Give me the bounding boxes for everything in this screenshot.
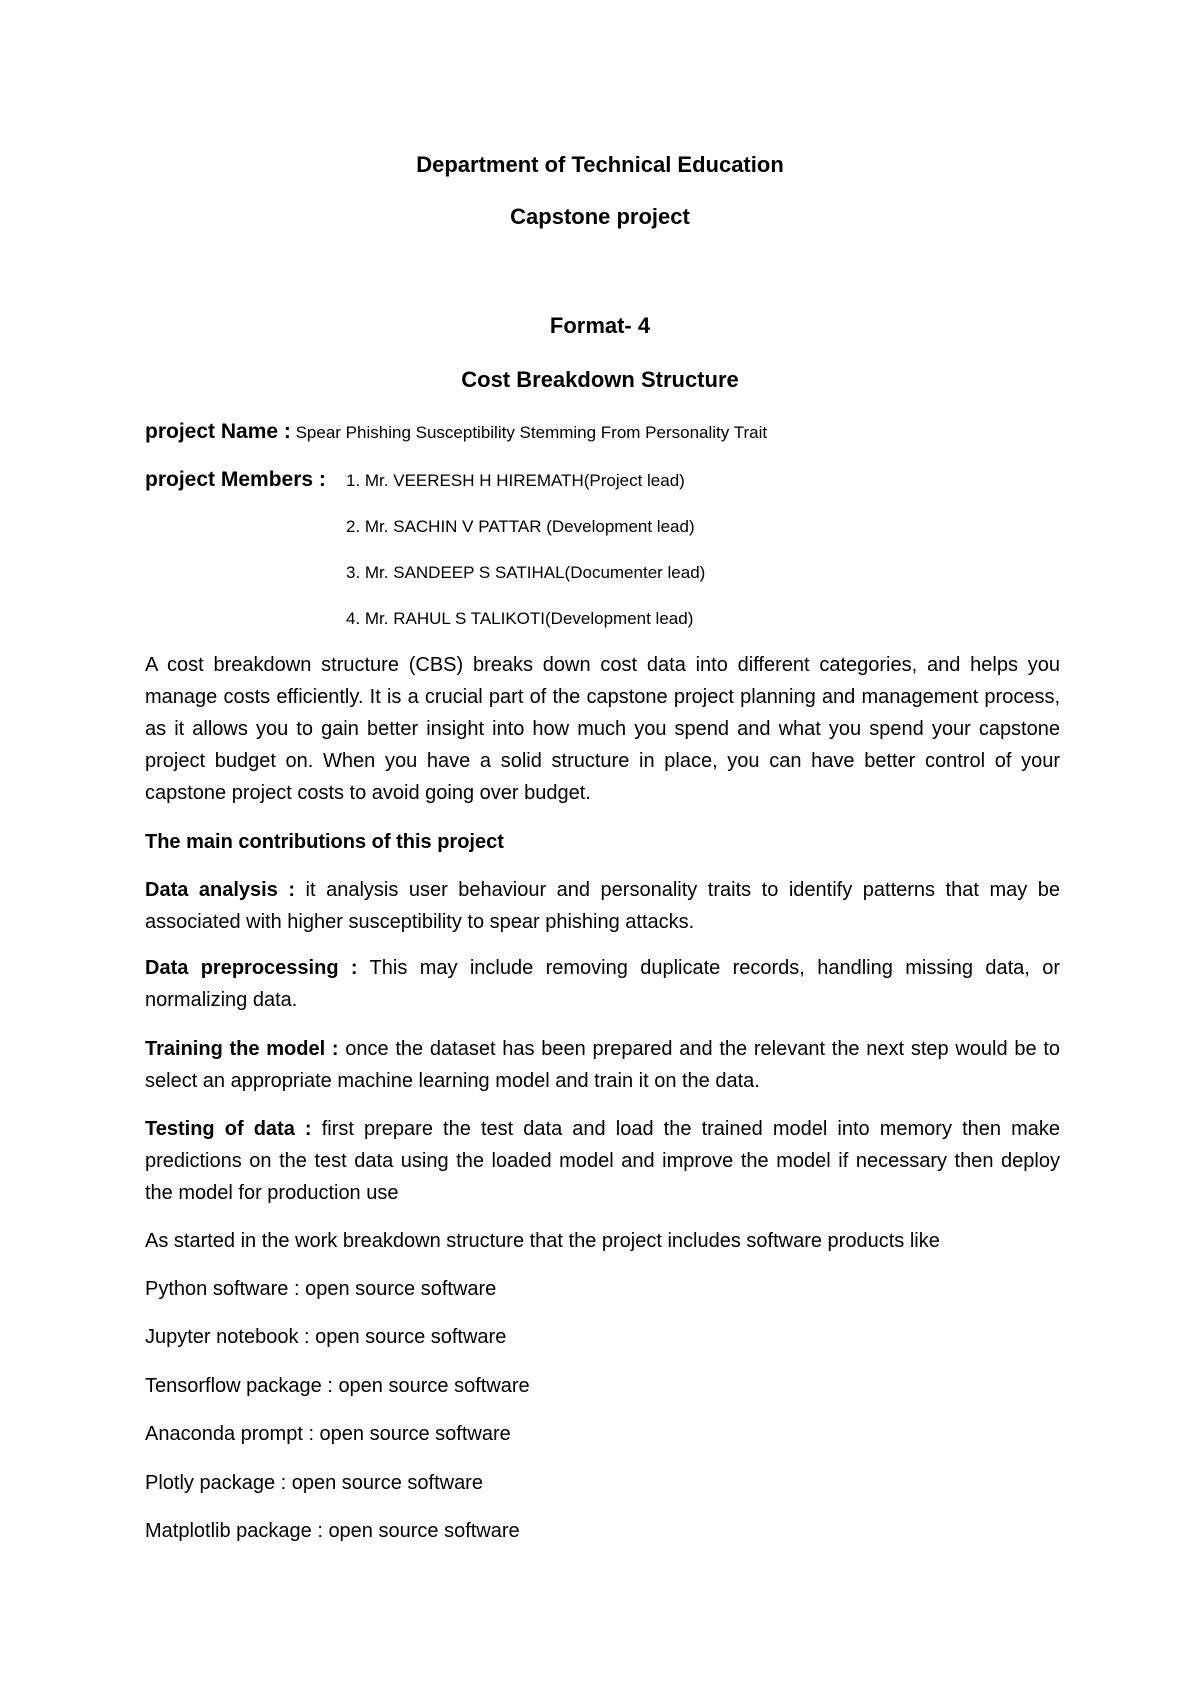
project-name-label: project Name : [145, 420, 291, 443]
member-item: 1. Mr. VEERESH H HIREMATH(Project lead) [346, 471, 685, 490]
contribution-label: Testing of data : [145, 1118, 312, 1140]
member-item: 3. Mr. SANDEEP S SATIHAL(Documenter lead) [346, 563, 706, 582]
software-item: Jupyter notebook : open source software [145, 1326, 507, 1348]
contributions-heading: The main contributions of this project [145, 831, 504, 853]
department-heading: Department of Technical Education [416, 152, 784, 177]
contribution-item [145, 1113, 1060, 1209]
software-intro: As started in the work breakdown structure that the project includes software products like [145, 1230, 940, 1252]
member-item: 4. Mr. RAHUL S TALIKOTI(Development lead) [346, 609, 694, 628]
contribution-text: first prepare the test data and load the trained model into memory then make predictions on the test data using the loaded model and improve the model if necessary then deploy the model for production use [145, 1118, 1060, 1204]
contribution-label: Data analysis : [145, 879, 296, 901]
project-name-value: Spear Phishing Susceptibility Stemming From Personality Trait [290, 423, 768, 442]
contribution-text: it analysis user behaviour and personality traits to identify patterns that may be associated with higher susceptibility to spear phishing attacks. [145, 879, 1060, 933]
software-item: Anaconda prompt : open source software [145, 1423, 511, 1445]
member-item: 2. Mr. SACHIN V PATTAR (Development lead) [346, 517, 695, 536]
format-label: Format- 4 [549, 313, 651, 338]
contribution-label: Data preprocessing : [145, 957, 358, 979]
contribution-text: once the dataset has been prepared and the relevant the next step would be to select an appropriate machine learning model and train it on the data. [145, 1038, 1061, 1092]
project-members-label: project Members : [145, 468, 326, 491]
contribution-label: Training the model : [145, 1038, 339, 1060]
contribution-item [145, 874, 1060, 938]
intro-paragraph: A cost breakdown structure (CBS) breaks down cost data into different categories, and helps you manage costs efficiently. It is a crucial part of the capstone project planning and management process, as it allows you to gain better insight into how much you spend and what you spend your capstone project budget on. When you have a solid structure in place, you can have better control of your capstone project costs to avoid going over budget. [145, 654, 1060, 804]
project-members-row [145, 467, 326, 493]
contribution-item [145, 952, 1060, 1016]
contribution-text: This may include removing duplicate records, handling missing data, or normalizing data. [145, 957, 1060, 1011]
software-item: Matplotlib package : open source software [145, 1520, 520, 1542]
software-item: Plotly package : open source software [145, 1472, 483, 1494]
capstone-subtitle: Capstone project [510, 204, 690, 229]
software-item: Python software : open source software [145, 1278, 497, 1300]
page-title: Cost Breakdown Structure [461, 367, 739, 392]
project-name-row [145, 419, 767, 446]
software-item: Tensorflow package : open source software [145, 1375, 530, 1397]
contribution-item [145, 1033, 1060, 1097]
